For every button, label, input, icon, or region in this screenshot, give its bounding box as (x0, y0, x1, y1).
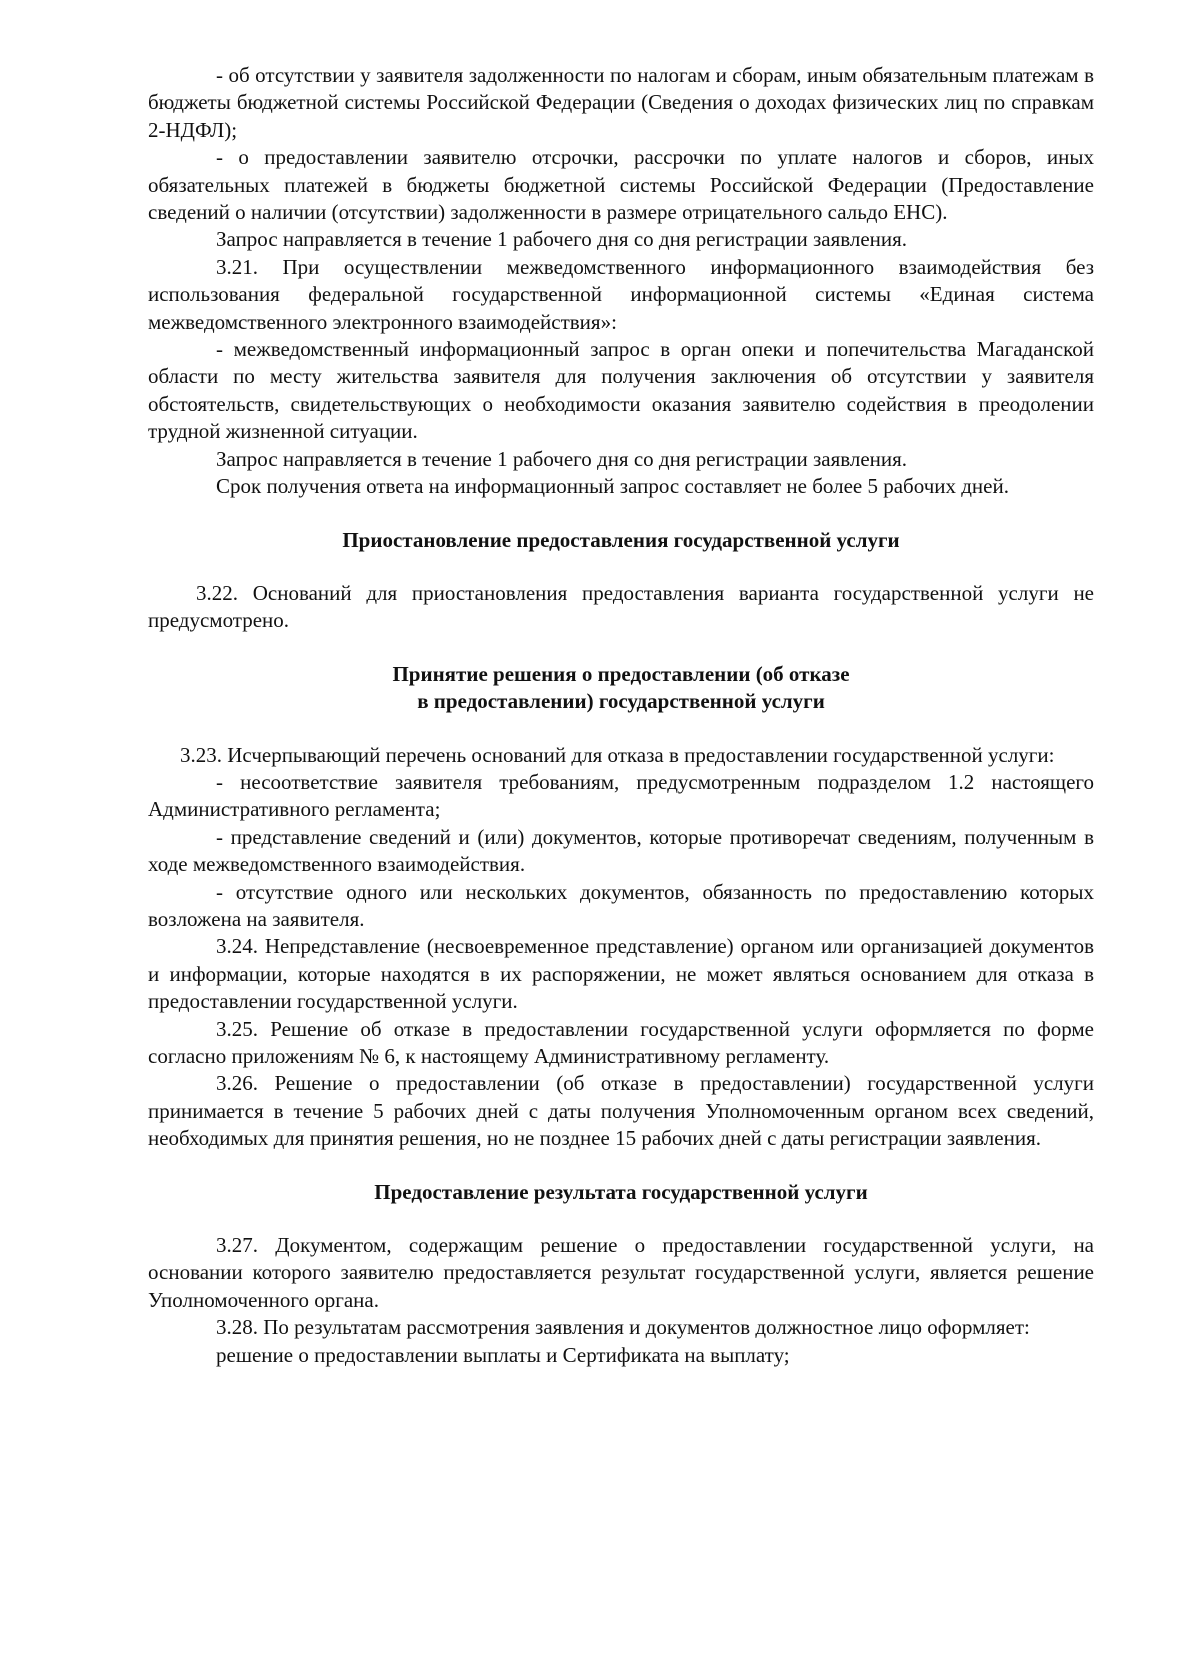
spacer (148, 1153, 1094, 1179)
paragraph-refusal-contradiction: - представление сведений и (или) документов, которые противоречат сведениям, полученным в ходе межведомственного взаимодействия. (148, 824, 1094, 877)
paragraph-3-27: 3.27. Документом, содержащим решение о предоставлении государственной услуги, на основании которого заявителю предоставляется результат государственной услуги, является решение Уполномоченного органа. (148, 1233, 1094, 1312)
heading-suspension: Приостановление предоставления государственной услуги (342, 527, 900, 552)
paragraph-deferral: - о предоставлении заявителю отсрочки, рассрочки по уплате налогов и сборов, иных обязательных платежей в бюджеты бюджетной системы Российской Федерации (Предоставление сведений о наличии (отсутствии) задолженности в размере отрицательного сальдо ЕНС). (148, 145, 1094, 225)
paragraph-guardianship-request: - межведомственный информационный запрос в орган опеки и попечительства Магаданской области по месту жительства заявителя для получения заключения об отсутствии у заявителя обстоятельств, свидетельствующих о необходимости оказания заявителю содействия в преодолении трудной жизненной ситуации. (148, 337, 1094, 444)
document-page (148, 62, 1094, 1369)
paragraph-tax-debt: - об отсутствии у заявителя задолженности по налогам и сборам, иным обязательным платежам в бюджеты бюджетной системы Российской Федерации (Сведения о доходах физических лиц по справкам 2-НДФЛ); (148, 63, 1094, 142)
paragraph-response-deadline: Срок получения ответа на информационный запрос составляет не более 5 рабочих дней. (216, 474, 1009, 499)
spacer (148, 716, 1094, 742)
paragraph-3-26: 3.26. Решение о предоставлении (об отказе в предоставлении) государственной услуги принимается в течение 5 рабочих дней с даты получения Уполномоченным органом всех сведений, необходимых для принятия решения, но не позднее 15 рабочих дней с даты регистрации заявления. (148, 1071, 1094, 1151)
paragraph-3-24: 3.24. Непредставление (несвоевременное представление) органом или организацией документов и информации, которые находятся в их распоряжении, не может являться основанием для отказа в предоставлении государственной услуги. (148, 934, 1094, 1014)
paragraph-decision-item: решение о предоставлении выплаты и Сертификата на выплату; (216, 1342, 790, 1367)
paragraph-request-timing: Запрос направляется в течение 1 рабочего дня со дня регистрации заявления. (216, 227, 908, 252)
heading-decision-line-1: Принятие решения о предоставлении (об отказе (392, 661, 850, 686)
paragraph-3-22: 3.22. Оснований для приостановления предоставления варианта государственной услуги не предусмотрено. (148, 580, 1094, 633)
spacer (148, 635, 1094, 661)
paragraph-3-28: 3.28. По результатам рассмотрения заявления и документов должностное лицо оформляет: (216, 1315, 1030, 1340)
paragraph-3-25: 3.25. Решение об отказе в предоставлении государственной услуги оформляется по форме согласно приложениям № 6, к настоящему Административному регламенту. (148, 1016, 1094, 1068)
spacer (148, 501, 1094, 527)
paragraph-3-21: 3.21. При осуществлении межведомственного информационного взаимодействия без использования федеральной государственной информационной системы «Единая система межведомственного электронного взаимодействия»: (148, 254, 1094, 334)
spacer (148, 554, 1094, 580)
paragraph-3-23: 3.23. Исчерпывающий перечень оснований для отказа в предоставлении государственной услуги: (180, 742, 1055, 767)
heading-decision-line-2: в предоставлении) государственной услуги (417, 689, 825, 714)
paragraph-refusal-missing-docs: - отсутствие одного или нескольких документов, обязанность по предоставлению которых возложена на заявителя. (148, 879, 1094, 931)
heading-result: Предоставление результата государственной услуги (374, 1179, 868, 1204)
paragraph-refusal-mismatch: - несоответствие заявителя требованиям, предусмотренным подразделом 1.2 настоящего Административного регламента; (148, 769, 1094, 822)
paragraph-request-timing-2: Запрос направляется в течение 1 рабочего дня со дня регистрации заявления. (216, 446, 908, 471)
spacer (148, 1206, 1094, 1232)
